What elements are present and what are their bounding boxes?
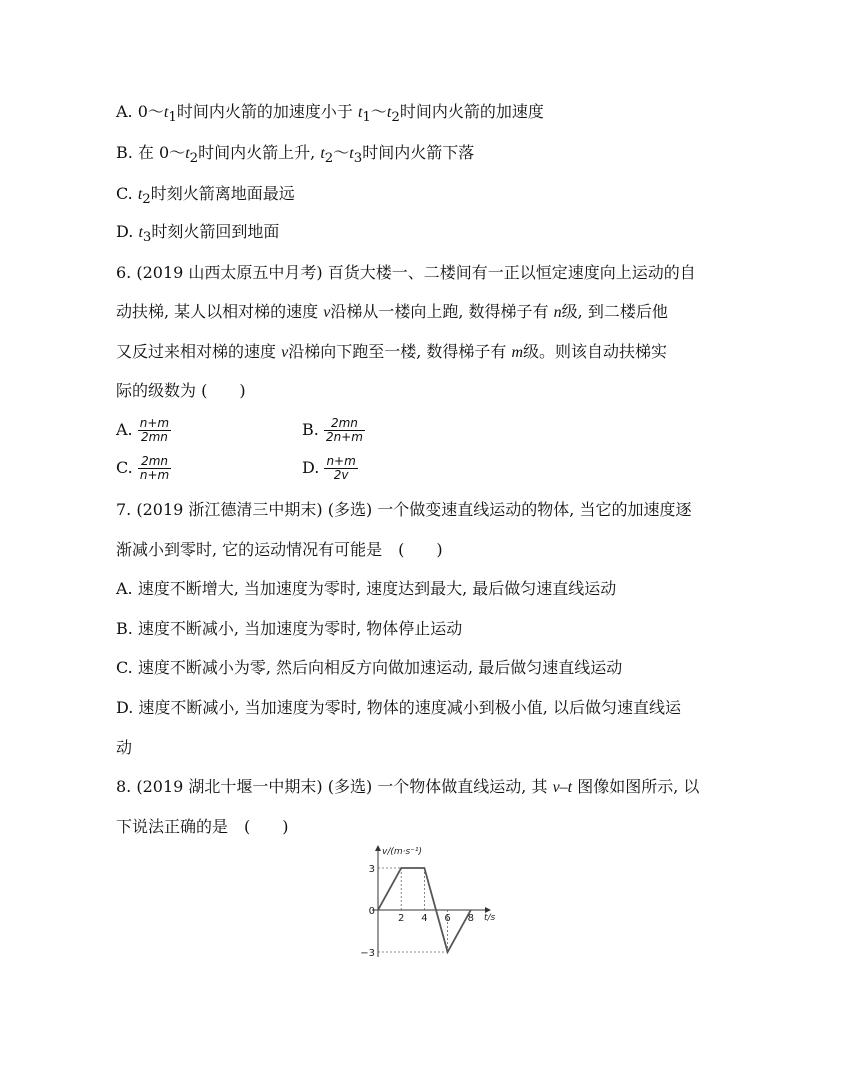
text: B. 在 0～	[116, 143, 186, 162]
y-tick-label: 3	[368, 864, 375, 875]
text: 时刻火箭离地面最远	[150, 184, 295, 203]
option-label: A.	[116, 420, 133, 439]
t-var: t	[163, 104, 169, 121]
text: 图像如图所示, 以	[572, 777, 700, 796]
text: 沿梯从一楼向上跑, 数得梯子有	[330, 302, 554, 321]
denominator: 2n+m	[325, 430, 363, 444]
option-label: C.	[116, 458, 133, 477]
q7-option-c: C. 速度不断减小为零, 然后向相反方向做加速运动, 最后做匀速直线运动	[116, 658, 623, 677]
t-var: t	[349, 145, 354, 162]
sub: 2	[189, 151, 199, 167]
x-tick-label: 4	[421, 913, 428, 924]
text: 时间内火箭的加速度	[399, 102, 544, 121]
q7-option-d-line1: D. 速度不断减小, 当加速度为零时, 物体的速度减小到极小值, 以后做匀速直线运	[116, 698, 681, 717]
text: 时间内火箭下落	[362, 143, 475, 162]
q5-option-a	[116, 102, 544, 128]
sub: 2	[324, 151, 334, 167]
text: 时刻火箭回到地面	[151, 222, 280, 241]
q6-option-d	[302, 455, 358, 482]
fraction	[324, 417, 365, 444]
fraction	[138, 417, 171, 444]
sub: 1	[362, 110, 371, 126]
x-tick-label: 2	[398, 913, 405, 924]
q7-stem-line2: 渐减小到零时, 它的运动情况有可能是 ( )	[116, 540, 443, 559]
numerator: n+m	[139, 416, 170, 430]
denominator: 2v	[333, 468, 349, 482]
x-tick-label: 8	[467, 913, 474, 924]
t-var: t	[357, 104, 363, 121]
text: 级。则该自动扶梯实	[523, 342, 668, 361]
text: A. 0～	[116, 102, 164, 121]
text: 级, 到二楼后他	[561, 302, 668, 321]
denominator: n+m	[139, 468, 170, 482]
text: 时间内火箭上升,	[198, 143, 321, 162]
q7-option-d-line2: 动	[116, 738, 133, 757]
x-axis-label: t/s	[484, 913, 496, 923]
sub: 3	[353, 151, 363, 167]
numerator: 2mn	[324, 417, 365, 431]
y-axis-label: v/(m·s⁻¹)	[382, 847, 423, 857]
var-v: v	[323, 304, 331, 321]
t-var: t	[386, 104, 392, 121]
text: 又反过来相对梯的速度	[116, 342, 282, 361]
q6-option-a	[116, 417, 171, 444]
q7-option-a: A. 速度不断增大, 当加速度为零时, 速度达到最大, 最后做匀速直线运动	[116, 579, 617, 598]
text: 动扶梯, 某人以相对梯的速度	[116, 302, 324, 321]
q7-option-b: B. 速度不断减小, 当加速度为零时, 物体停止运动	[116, 619, 463, 638]
q6-stem-line4: 际的级数为 ( )	[116, 381, 246, 400]
x-tick-label: 6	[444, 913, 451, 924]
numerator: n+m	[326, 454, 356, 468]
q5-option-d	[116, 222, 279, 248]
sub: 3	[142, 230, 152, 246]
text: C.	[116, 184, 138, 203]
fraction	[138, 455, 171, 482]
option-label: D.	[302, 458, 320, 477]
q8-stem-line2: 下说法正确的是 ( )	[116, 817, 289, 836]
sub: 2	[391, 110, 400, 126]
y-tick-label: 0	[368, 906, 375, 917]
vt-chart	[340, 842, 520, 967]
t-var: t	[320, 145, 325, 162]
q5-option-b	[116, 143, 474, 169]
var-n: n	[553, 304, 562, 321]
vt-label: v–t	[552, 779, 573, 796]
option-label: B.	[302, 420, 319, 439]
y-tick-label: −3	[360, 948, 375, 959]
text: 沿梯向下跑至一楼, 数得梯子有	[288, 342, 512, 361]
text: ～	[370, 102, 387, 121]
t-var: t	[138, 224, 143, 241]
q5-option-c	[116, 184, 295, 210]
q6-option-b	[302, 417, 365, 444]
text: 8. (2019 湖北十堰一中期末) (多选) 一个物体做直线运动, 其	[116, 777, 553, 796]
t-var: t	[185, 145, 190, 162]
q6-option-c	[116, 455, 171, 482]
numerator: 2mn	[138, 455, 171, 469]
sub: 2	[142, 192, 151, 208]
var-m: m	[511, 344, 524, 361]
fraction	[324, 455, 357, 482]
text: D.	[116, 222, 139, 241]
q8-stem-line1	[116, 777, 699, 798]
var-v: v	[281, 344, 289, 361]
q7-stem-line1: 7. (2019 浙江德清三中期末) (多选) 一个做变速直线运动的物体, 当它的加速度逐	[116, 500, 692, 519]
q6-stem-line2	[116, 302, 668, 323]
text: ～	[333, 143, 350, 162]
text: 时间内火箭的加速度小于	[176, 102, 358, 121]
sub: 1	[168, 110, 177, 126]
denominator: 2mn	[140, 430, 168, 444]
q6-stem-line3	[116, 342, 667, 363]
t-var: t	[137, 186, 143, 203]
q6-stem-line1: 6. (2019 山西太原五中月考) 百货大楼一、二楼间有一正以恒定速度向上运动的自	[116, 263, 696, 282]
